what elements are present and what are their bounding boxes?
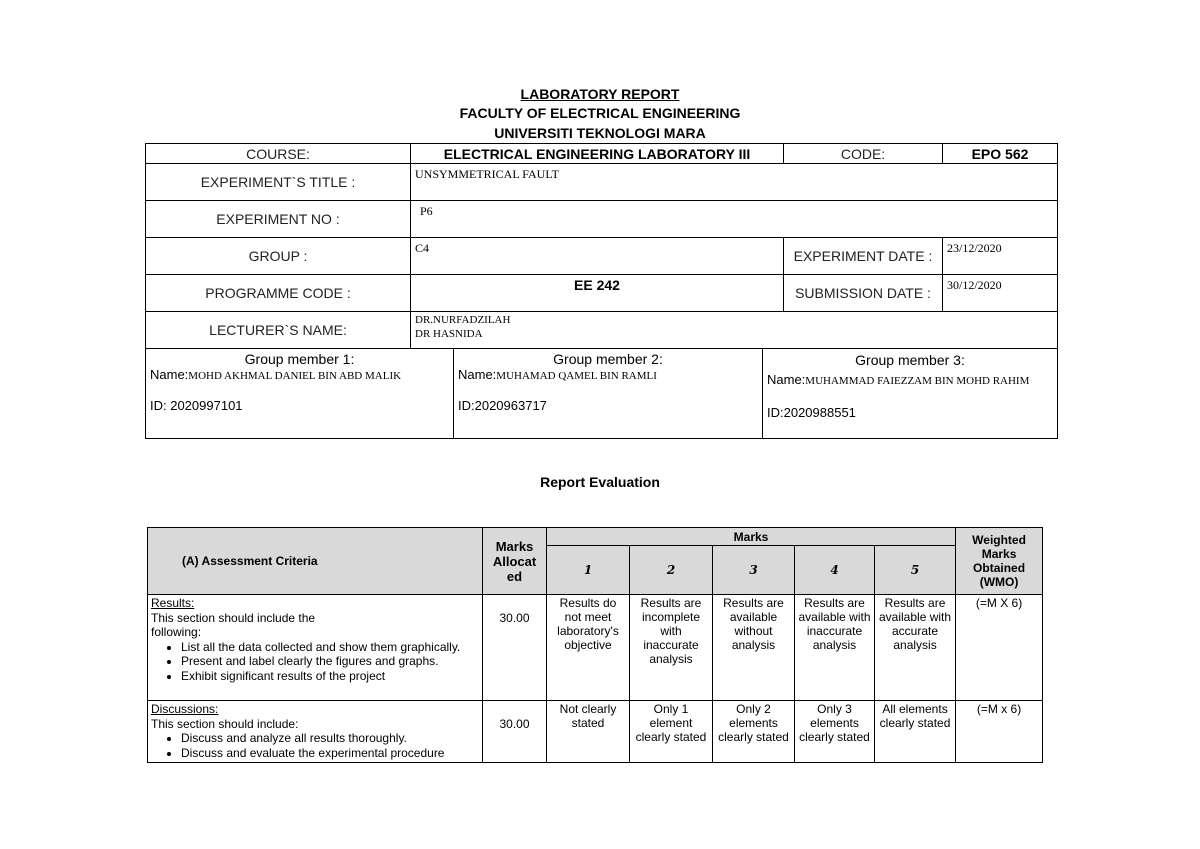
report-evaluation-title: Report Evaluation <box>540 474 660 490</box>
programme-code-label: PROGRAMME CODE : <box>146 275 411 312</box>
level-1: Not clearly stated <box>547 701 630 763</box>
criteria-intro: This section should include the <box>151 610 316 625</box>
scale-4: 4 <box>795 546 875 595</box>
wmo-value: (=M X 6) <box>956 595 1043 701</box>
marks-header: Marks <box>547 528 956 546</box>
member-id: ID:2020988551 <box>767 405 856 420</box>
lecturer-label: LECTURER`S NAME: <box>146 312 411 349</box>
criteria-intro: This section should include: <box>151 716 299 731</box>
group-members-table <box>145 348 1058 439</box>
group-member-2 <box>454 349 763 439</box>
faculty-name: FACULTY OF ELECTRICAL ENGINEERING <box>459 105 741 121</box>
info-table <box>145 143 1058 349</box>
submission-date-value: 30/12/2020 <box>943 275 1058 312</box>
member-title: Group member 1: <box>244 351 355 367</box>
level-1: Results do not meet laboratory's objective <box>547 595 630 701</box>
experiment-date-value: 23/12/2020 <box>943 238 1058 275</box>
title-label: EXPERIMENT`S TITLE : <box>146 164 411 201</box>
member-id: ID:2020963717 <box>458 398 547 413</box>
programme-code-value: EE 242 <box>411 275 784 312</box>
title-value: UNSYMMETRICAL FAULT <box>411 164 1058 201</box>
course-label: COURSE: <box>146 144 411 164</box>
member-title: Group member 2: <box>553 351 663 367</box>
level-2: Only 1 element clearly stated <box>630 701 713 763</box>
member-title: Group member 3: <box>855 352 965 368</box>
scale-1: 1 <box>547 546 630 595</box>
level-5: Results are available with accurate analysis <box>875 595 956 701</box>
level-4: Results are available with inaccurate analysis <box>795 595 875 701</box>
evaluation-table <box>147 527 1043 763</box>
member-id: ID: 2020997101 <box>150 398 243 413</box>
name-label: Name: <box>150 367 189 382</box>
allocated-value: 30.00 <box>483 701 547 763</box>
criteria-intro: following: <box>151 625 202 639</box>
scale-2: 2 <box>630 546 713 595</box>
member-name: MUHAMAD QAMEL BIN RAMLI <box>496 370 657 382</box>
report-title: LABORATORY REPORT <box>520 86 680 102</box>
level-3: Only 2 elements clearly stated <box>713 701 795 763</box>
level-2: Results are incomplete with inaccurate analysis <box>630 595 713 701</box>
experiment-date-label: EXPERIMENT DATE : <box>784 238 943 275</box>
group-label: GROUP : <box>146 238 411 275</box>
criteria-bullet: • Present and label clearly the figures and graphs. <box>181 654 479 669</box>
university-name: UNIVERSITI TEKNOLOGI MARA <box>494 125 706 141</box>
lecturer-name-1: DR.NURFADZILAH <box>415 314 511 326</box>
scale-5: 5 <box>875 546 956 595</box>
name-label: Name: <box>767 372 806 387</box>
group-member-1 <box>146 349 454 439</box>
criteria-heading: Discussions: <box>151 702 219 716</box>
level-3: Results are available without analysis <box>713 595 795 701</box>
level-5: All elements clearly stated <box>875 701 956 763</box>
scale-3: 3 <box>713 546 795 595</box>
member-name: MOHD AKHMAL DANIEL BIN ABD MALIK <box>188 370 402 382</box>
table-row-results <box>148 595 1043 701</box>
group-member-3 <box>763 349 1058 439</box>
criteria-bullet: • Discuss and analyze all results thoroughly. <box>181 731 479 746</box>
criteria-bullet: • Exhibit significant results of the project <box>181 669 479 684</box>
wmo-header: Weighted Marks Obtained (WMO) <box>956 528 1043 595</box>
experiment-no-value: P6 <box>411 201 1058 238</box>
code-label: CODE: <box>784 144 943 164</box>
code-value: EPO 562 <box>943 144 1058 164</box>
wmo-value: (=M x 6) <box>956 701 1043 763</box>
experiment-no-label: EXPERIMENT NO : <box>146 201 411 238</box>
name-label: Name: <box>458 367 497 382</box>
course-value: ELECTRICAL ENGINEERING LABORATORY III <box>411 144 784 164</box>
allocated-value: 30.00 <box>483 595 547 701</box>
allocated-header: Marks Allocat ed <box>483 528 547 595</box>
level-4: Only 3 elements clearly stated <box>795 701 875 763</box>
lecturer-name-2: DR HASNIDA <box>415 328 483 340</box>
group-value: C4 <box>411 238 784 275</box>
criteria-heading: Results: <box>151 596 195 610</box>
member-name: MUHAMMAD FAIEZZAM BIN MOHD RAHIM <box>805 375 1030 387</box>
submission-date-label: SUBMISSION DATE : <box>784 275 943 312</box>
criteria-bullet: • Discuss and evaluate the experimental procedure <box>181 746 479 761</box>
table-row-discussions <box>148 701 1043 763</box>
criteria-bullet: • List all the data collected and show them graphically. <box>181 640 479 655</box>
criteria-header: (A) Assessment Criteria <box>148 528 483 595</box>
